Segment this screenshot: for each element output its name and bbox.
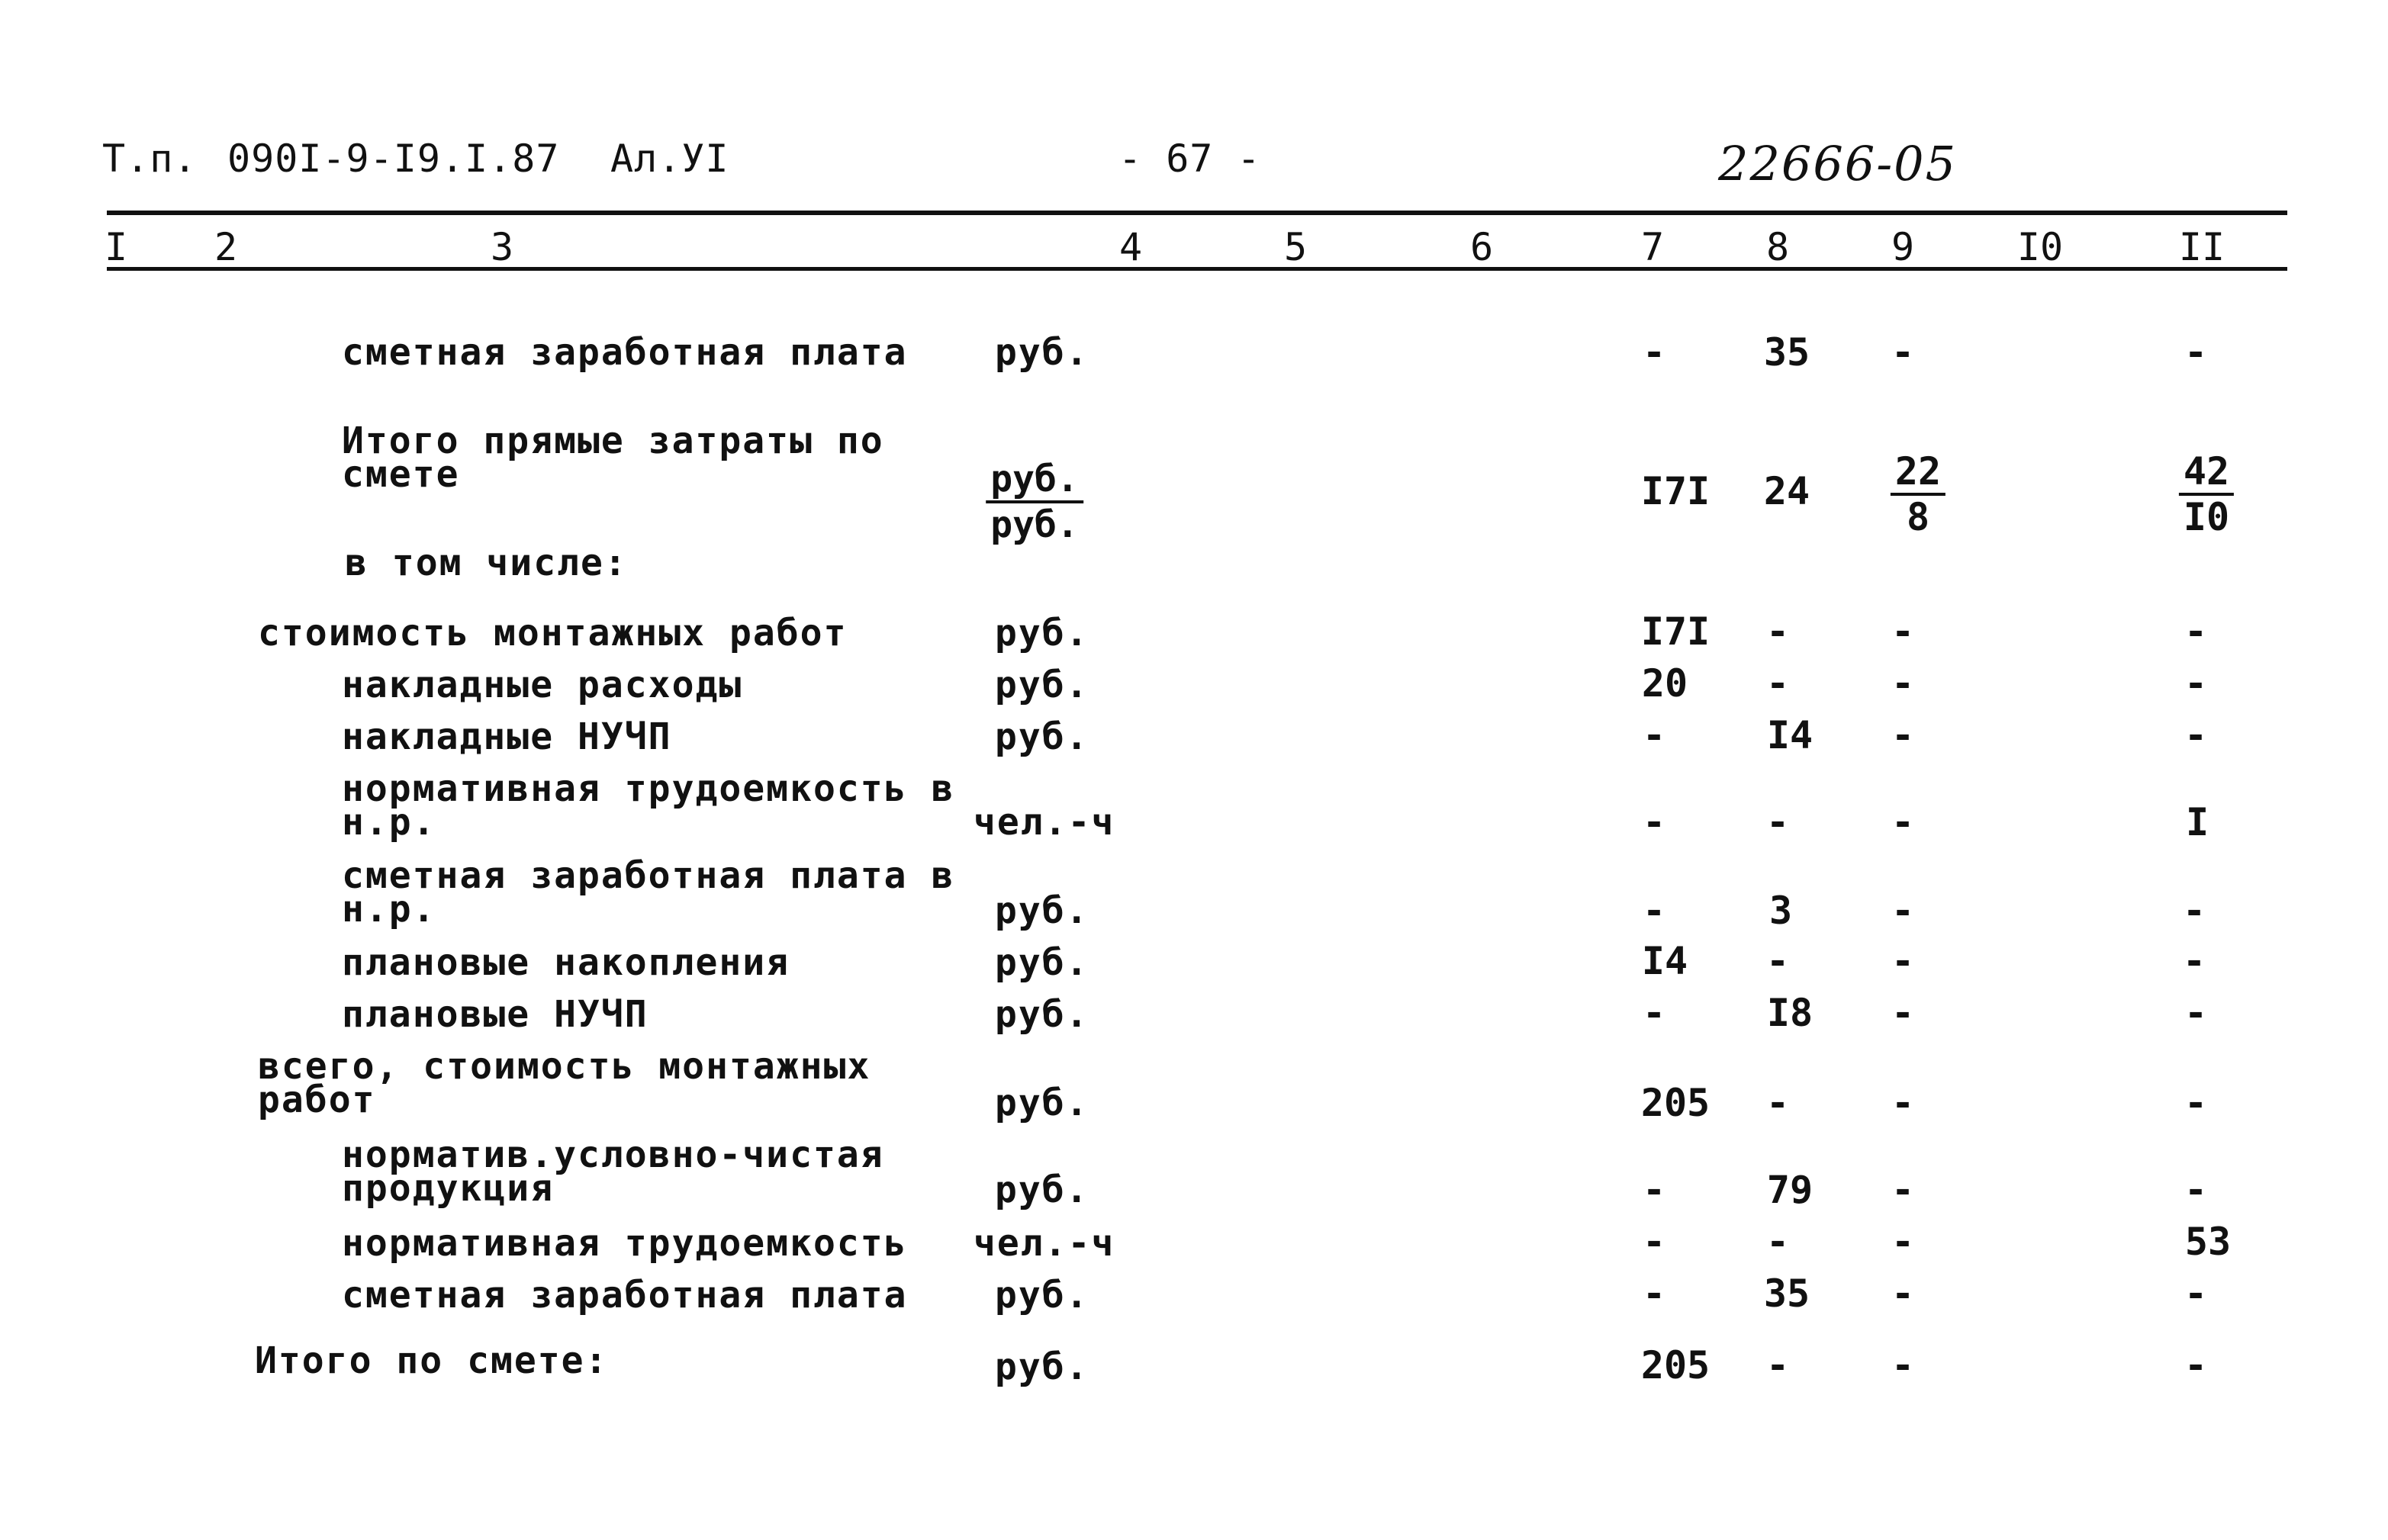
row-value-col7: - (1642, 1220, 1666, 1264)
row-label: в том числе: (345, 542, 628, 584)
row-value-col9: - (1891, 1272, 1915, 1316)
row-value-col8: - (1765, 800, 1790, 844)
row-value-col11: - (2184, 330, 2208, 375)
row-value-col7: 20 (1641, 661, 1688, 706)
row-value-col7: - (1642, 800, 1666, 844)
column-number: II (2178, 225, 2225, 269)
row-value-col8: 79 (1766, 1168, 1814, 1212)
row-unit: руб. (995, 331, 1089, 374)
column-number: 4 (1118, 225, 1143, 269)
row-unit: руб. (995, 993, 1089, 1036)
row-value-col8: 35 (1763, 1272, 1810, 1316)
column-number: 3 (490, 225, 514, 269)
row-value-col11: - (2184, 1343, 2208, 1387)
project-prefix: Т.п. (102, 137, 198, 181)
row-value-col7: 205 (1640, 1343, 1711, 1387)
row-value-col7: 205 (1640, 1081, 1711, 1125)
row-value-col7: - (1642, 889, 1666, 933)
row-label: плановые накопления (342, 941, 790, 984)
row-value-col11: I (2185, 800, 2209, 844)
row-unit-fraction (986, 458, 1083, 546)
row-unit: чел.-ч (974, 801, 1115, 844)
value-denominator: 8 (1906, 495, 1930, 539)
row-value-col9: - (1891, 800, 1915, 844)
row-unit: руб. (995, 941, 1089, 984)
row-label: нормативная трудоемкость в н.р. (342, 767, 955, 844)
album-number: Ал.УI (610, 137, 729, 181)
column-number: 2 (214, 225, 238, 269)
row-value-col9: - (1891, 889, 1915, 933)
row-value-col9: - (1891, 330, 1915, 375)
row-value-col9: - (1891, 661, 1915, 706)
row-label: стоимость монтажных работ (258, 612, 848, 654)
row-label: Итого прямые затраты по смете (342, 420, 884, 496)
row-value-col9: - (1891, 1081, 1915, 1125)
value-numerator: 22 (1891, 450, 1945, 496)
unit-numerator: руб. (986, 458, 1083, 503)
column-number: 8 (1765, 225, 1790, 269)
row-value-col9: - (1891, 609, 1915, 654)
row-value-col7: - (1642, 330, 1666, 375)
row-unit: руб. (995, 889, 1089, 932)
row-value-col9: - (1891, 1168, 1915, 1212)
row-value-col9: - (1891, 1220, 1915, 1264)
row-value-col8: - (1765, 661, 1790, 706)
row-value-col7: I7I (1640, 609, 1711, 654)
row-value-col8: - (1765, 1343, 1790, 1387)
row-value-col8: 3 (1768, 889, 1793, 933)
row-value-col8: - (1765, 939, 1790, 983)
row-value-col9: - (1891, 713, 1915, 757)
value-denominator: I0 (2183, 495, 2230, 539)
row-label: Итого по смете: (255, 1339, 609, 1382)
column-number: 6 (1469, 225, 1494, 269)
document-number: 22666-05 (1718, 136, 1958, 191)
column-number: 7 (1640, 225, 1665, 269)
row-value-col11: - (2184, 713, 2208, 757)
row-value-col11: - (2184, 1168, 2208, 1212)
column-number: 5 (1283, 225, 1308, 269)
row-label: сметная заработная плата (342, 331, 908, 374)
row-unit: руб. (995, 664, 1089, 706)
row-unit: руб. (995, 1345, 1089, 1388)
row-unit: руб. (995, 612, 1089, 654)
row-label: сметная заработная плата в н.р. (342, 854, 955, 931)
row-value-col7: I7I (1640, 469, 1711, 513)
row-value-col9: - (1891, 991, 1915, 1035)
row-value-col11: - (2182, 939, 2206, 983)
row-value-col7: - (1642, 713, 1666, 757)
row-label: накладные НУЧП (342, 715, 672, 758)
row-label: нормативная трудоемкость (342, 1222, 908, 1265)
row-label: норматив.условно-чистая продукция (342, 1133, 884, 1210)
row-value-col8: I4 (1766, 713, 1814, 757)
project-code: 090I-9-I9.I.87 (227, 137, 560, 181)
unit-denominator: руб. (990, 503, 1079, 546)
row-value-col7: I4 (1641, 939, 1688, 983)
column-number: 9 (1891, 225, 1915, 269)
row-value-col8: I8 (1766, 991, 1814, 1035)
row-value-col11: - (2184, 661, 2208, 706)
row-value-col8: - (1765, 1081, 1790, 1125)
row-unit: руб. (995, 1082, 1089, 1124)
row-value-col11: - (2184, 991, 2208, 1035)
row-label: сметная заработная плата (342, 1274, 908, 1317)
row-unit: руб. (995, 1274, 1089, 1317)
row-value-col11: - (2184, 1272, 2208, 1316)
row-unit: чел.-ч (974, 1222, 1115, 1265)
row-value-col8: - (1765, 1220, 1790, 1264)
column-number: I0 (2016, 225, 2064, 269)
page-number: - 67 - (1118, 137, 1261, 181)
row-value-col11: - (2182, 889, 2206, 933)
row-value-col9-fraction (1891, 450, 1945, 539)
row-label: накладные расходы (342, 664, 743, 706)
row-value-col11: - (2184, 1081, 2208, 1125)
value-numerator: 42 (2179, 450, 2234, 496)
row-value-col8: 35 (1763, 330, 1810, 375)
row-value-col11: - (2184, 609, 2208, 654)
row-unit: руб. (995, 715, 1089, 758)
row-value-col7: - (1642, 1272, 1666, 1316)
row-value-col8: 24 (1763, 469, 1810, 513)
row-value-col11-fraction (2179, 450, 2234, 539)
row-value-col9: - (1891, 939, 1915, 983)
column-number: I (104, 225, 128, 269)
header-rule (107, 211, 2287, 215)
row-value-col7: - (1642, 991, 1666, 1035)
row-value-col9: - (1891, 1343, 1915, 1387)
row-label: всего, стоимость монтажных работ (258, 1045, 871, 1121)
row-label: плановые НУЧП (342, 993, 648, 1036)
column-header-rule (107, 267, 2287, 271)
row-unit: руб. (995, 1169, 1089, 1211)
row-value-col8: - (1765, 609, 1790, 654)
row-value-col11: 53 (2184, 1220, 2232, 1264)
row-value-col7: - (1642, 1168, 1666, 1212)
